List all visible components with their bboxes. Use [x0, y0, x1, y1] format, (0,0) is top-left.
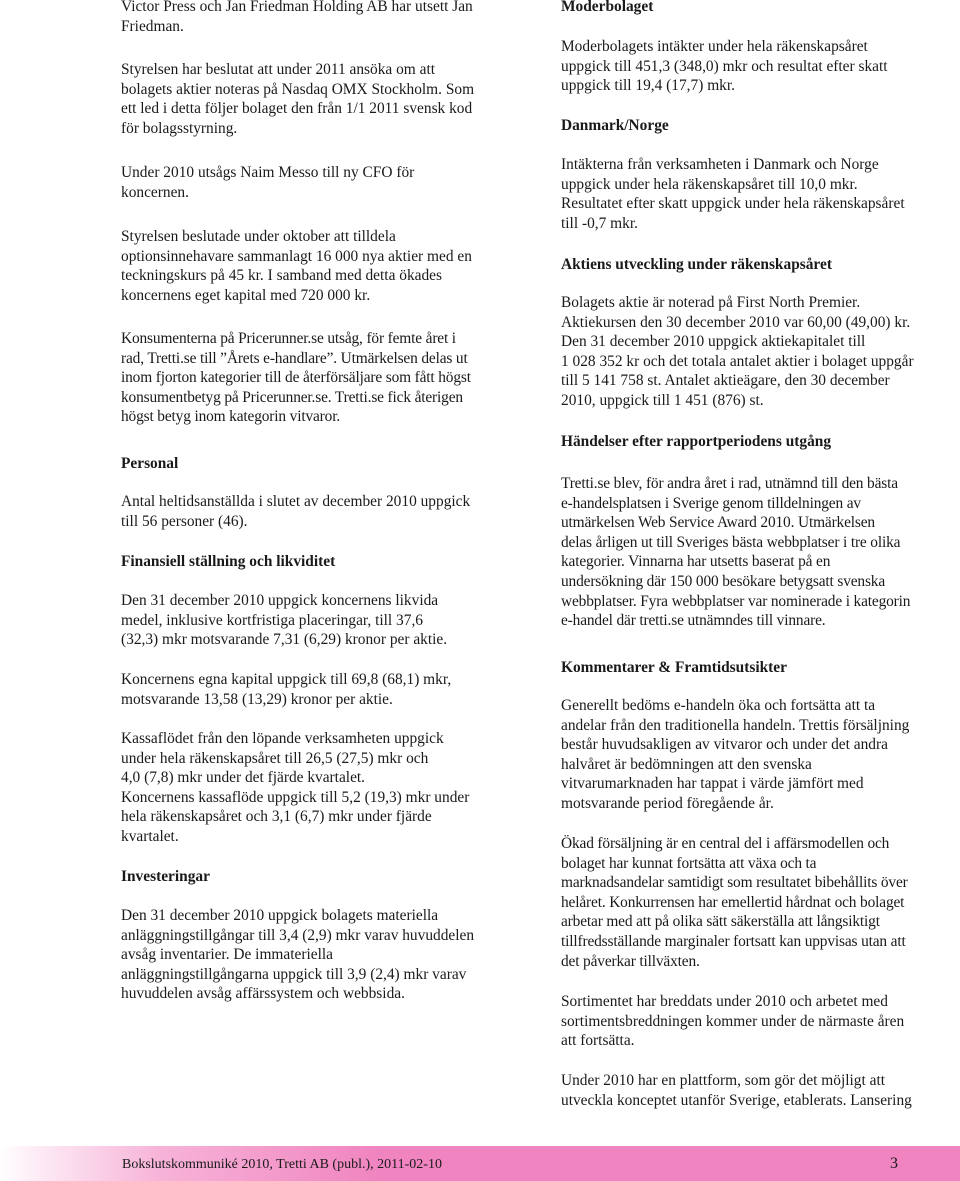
heading-parent-company: Moderbolaget [561, 0, 654, 15]
footer-title: Bokslutskommuniké 2010, Tretti AB (publ.), 2011-02-10 [122, 1157, 442, 1172]
heading-subsequent-events: Händelser efter rapportperiodens utgång [561, 433, 832, 450]
paragraph-denmark-norway: Intäkterna från verksamheten i Danmark och Norge uppgick under hela räkenskapsåret till 10,0 mkr. Resultatet efter skatt uppgick under hela räkenskapsåret till -0,7 mkr. [561, 156, 905, 232]
heading-financial-position: Finansiell ställning och likviditet [121, 553, 336, 570]
paragraph-new-owners: Victor Press och Jan Friedman Holding AB har utsett Jan Friedman. [121, 0, 473, 35]
paragraph-subsequent-events: Tretti.se blev, för andra året i rad, utnämnd till den bästa e-handelsplatsen i Sverige genom tilldelningen av utmärkelsen Web Service Award 2010. Utmärkelsen delas årligen ut till Sveriges bästa webbplatser i tre olika kategorier. Vinnarna har utsetts baserat på en undersökning där 150 000 besökare betygsatt svenska webbplatser. Fyra webbplatser var nominerade i kategorin e-handel där tretti.se utnämndes till vinnare. [561, 475, 911, 630]
paragraph-investments: Den 31 december 2010 uppgick bolagets materiella anläggningstillgångar till 3,4 (2,9) mkr varav huvuddelen avsåg inventarier. De immateriella anläggningstillgångarna uppgick till 3,9 (2,4) mkr varav huvuddelen avsåg affärssystem och webbsida. [121, 907, 475, 1003]
heading-outlook: Kommentarer & Framtidsutsikter [561, 659, 787, 676]
paragraph-listing: Styrelsen har beslutat att under 2011 ansöka om att bolagets aktier noteras på Nasdaq OMX Stockholm. Som ett led i detta följer bolaget den från 1/1 2011 svensk kod för bolagsstyrning. [121, 61, 475, 137]
paragraph-equity: Koncernens egna kapital uppgick till 69,8 (68,1) mkr, motsvarande 13,58 (13,29) kronor per aktie. [121, 671, 452, 708]
heading-investments: Investeringar [121, 868, 210, 885]
paragraph-cfo: Under 2010 utsågs Naim Messo till ny CFO för koncernen. [121, 164, 415, 201]
paragraph-options: Styrelsen beslutade under oktober att tilldela optionsinnehavare sammanlagt 16 000 nya aktier med en teckningskurs på 45 kr. I samband med detta ökades koncernens eget kapital med 720 000 kr. [121, 228, 472, 304]
paragraph-outlook-2: Ökad försäljning är en central del i affärsmodellen och bolaget har kunnat fortsätta att växa och ta marknadsandelar samtidigt som resultatet bibehållits över helåret. Konkurrensen har emellertid hårdnat och bolaget arbetar med att på olika sätt säkerställa att långsiktigt tillfredsställande marginaler fortsatt kan uppvisas utan att det påverkar tillväxten. [561, 835, 908, 970]
paragraph-outlook-1: Generellt bedöms e-handeln öka och fortsätta att ta andelar från den traditionella handeln. Trettis försäljning består huvudsakligen av vitvaror och under det andra halvåret är bedömningen att den svenska vitvarumarknaden har tappat i värde jämfört med motsvarande period föregående år. [561, 697, 910, 812]
heading-personal: Personal [121, 455, 179, 472]
paragraph-share: Bolagets aktie är noterad på First North Premier. Aktiekursen den 30 december 2010 var 60,00 (49,00) kr. Den 31 december 2010 uppgick aktiekapitalet till 1 028 352 kr och det totala antalet aktier i bolaget uppgår till 5 141 758 st. Antalet aktieägare, den 30 december 2010, uppgick till 1 451 (876) st. [561, 294, 914, 409]
paragraph-parent-company: Moderbolagets intäkter under hela räkenskapsåret uppgick till 451,3 (348,0) mkr och resultat efter skatt uppgick till 19,4 (17,7) mkr. [561, 38, 888, 95]
paragraph-liquidity: Den 31 december 2010 uppgick koncernens likvida medel, inklusive kortfristiga placeringar, till 37,6 (32,3) mkr motsvarande 7,31 (6,29) kronor per aktie. [121, 592, 448, 649]
paragraph-cashflow: Kassaflödet från den löpande verksamheten uppgick under hela räkenskapsåret till 26,5 (27,5) mkr och 4,0 (7,8) mkr under det fjärde kvartalet. Koncernens kassaflöde uppgick till 5,2 (19,3) mkr under hela räkenskapsåret och 3,1 (6,7) mkr under fjärde kvartalet. [121, 730, 470, 845]
paragraph-pricerunner: Konsumenterna på Pricerunner.se utsåg, för femte året i rad, Tretti.se till ”Årets e-handlare”. Utmärkelsen delas ut inom fjorton kategorier till de återförsäljare som fått högst konsumentbetyg på Pricerunner.se. Tretti.se fick återigen högst betyg inom kategorin vitvaror. [121, 330, 471, 426]
paragraph-assortment: Sortimentet har breddats under 2010 och arbetet med sortimentsbreddningen kommer under de närmaste åren att fortsätta. [561, 993, 905, 1050]
page-number: 3 [890, 1155, 898, 1172]
heading-share-development: Aktiens utveckling under räkenskapsåret [561, 256, 832, 273]
heading-denmark-norway: Danmark/Norge [561, 117, 669, 134]
paragraph-platform: Under 2010 har en plattform, som gör det möjligt att utveckla konceptet utanför Sverige, etablerats. Lansering [561, 1072, 912, 1109]
paragraph-personal: Antal heltidsanställda i slutet av december 2010 uppgick till 56 personer (46). [121, 493, 471, 530]
